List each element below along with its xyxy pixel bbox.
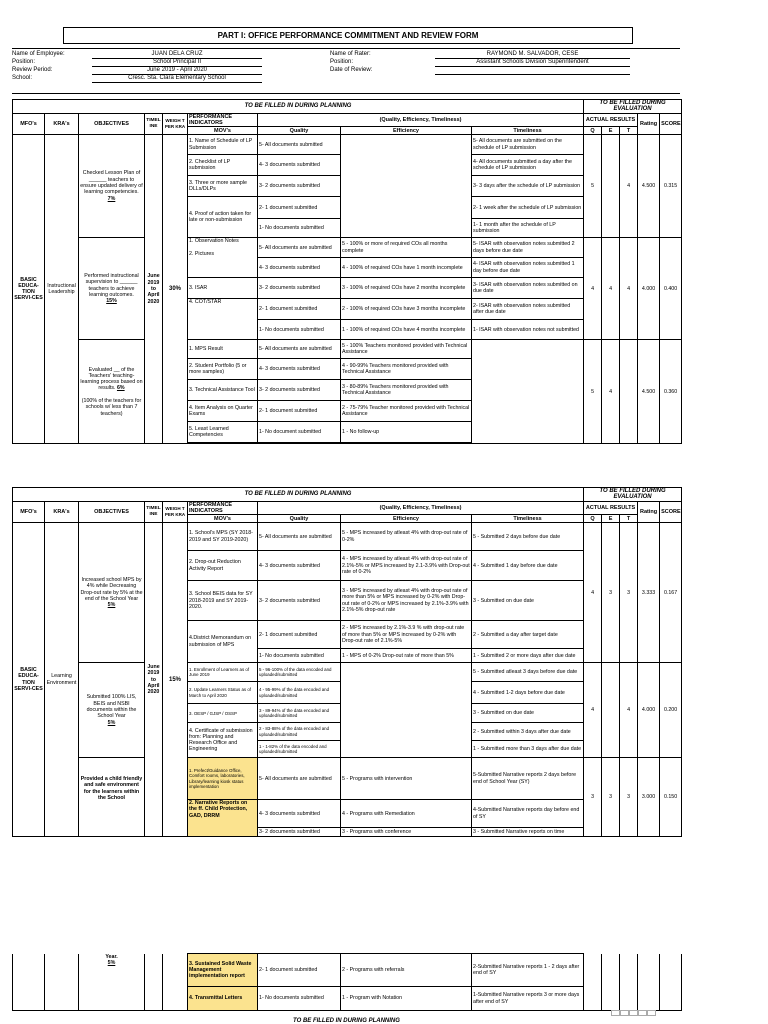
mov-cell: 4. Transmittal Letters	[188, 987, 258, 1011]
timeliness-cell: 2- ISAR with observation notes submitted after due date	[472, 299, 584, 320]
result-e: 3	[602, 523, 620, 663]
result-t: 3	[620, 523, 638, 663]
efficiency-cell: 3 - Programs with conference	[341, 828, 472, 837]
kra-table-2-continued	[12, 953, 682, 1011]
result-e	[602, 954, 620, 1011]
timeliness-cell: 2-Submitted Narrative reports 1 - 2 days after end of SY	[472, 954, 584, 987]
timeliness-cell: 2 - Submitted within 3 days after due date	[472, 723, 584, 741]
timeliness-cell: 2- 1 week after the schedule of LP submission	[472, 197, 584, 219]
col-rating: Rating	[638, 501, 660, 523]
mov-cell: 1. School's MPS (SY 2018-2019 and SY 2019-2020)	[188, 523, 258, 551]
score-cell: 0.400	[660, 238, 682, 340]
kra-cell	[45, 954, 79, 1011]
rater-value: RAYMOND M. SALVADOR, CESE	[435, 50, 630, 59]
col-efficiency: Efficiency	[341, 515, 472, 523]
mov-cell: 4. Proof of action taken for late or non-submission	[188, 197, 258, 238]
position-value: School Principal II	[92, 58, 262, 67]
objective-cell: Evaluated __ of the Teachers' teaching-learning process based on results. 6% (100% of the teachers for schools w/ less than 7 teachers)	[79, 340, 145, 444]
quality-cell: 5- All documents are submitted	[258, 340, 341, 359]
quality-cell: 5- All documents are submitted	[258, 523, 341, 551]
rating-cell: 3.000	[638, 758, 660, 837]
section-learning-environment	[12, 487, 681, 837]
section-instructional-leadership	[12, 99, 681, 444]
timeliness-cell: 3 - Submitted on due date	[472, 581, 584, 621]
quality-cell: 3 - 89-94% of the data encoded and uploaded/submitted	[258, 704, 341, 723]
timeliness-cell: 2 - Submitted a day after target date	[472, 621, 584, 649]
timeliness-cell: 3- ISAR with observation notes submitted on due date	[472, 278, 584, 299]
planning-header: TO BE FILLED IN DURING PLANNING	[13, 100, 584, 114]
mov-cell: 3. Three or more sample DLLs/DLPs	[188, 176, 258, 197]
mov-cell: 3. ISAR	[188, 278, 258, 299]
result-q: 4	[584, 663, 602, 758]
timeliness-cell: 5 - Submitted atleast 3 days before due date	[472, 663, 584, 682]
quality-cell: 4- 3 documents submitted	[258, 359, 341, 380]
result-t	[620, 340, 638, 444]
col-e: E	[602, 127, 620, 135]
employee-label: Name of Employee:	[12, 51, 65, 57]
timeliness-cell: 1 - Submitted more than 3 days after due date	[472, 741, 584, 758]
quality-cell: 2- 1 document submitted	[258, 299, 341, 320]
mfo-cell	[13, 954, 45, 1011]
period-label: Review Period:	[12, 67, 53, 73]
score-cell	[660, 954, 682, 1011]
col-timeliness: Timeliness	[472, 515, 584, 523]
col-quality: Quality	[258, 127, 341, 135]
quality-cell: 3- 2 documents submitted	[258, 828, 341, 837]
efficiency-cell: 2 - Programs with referrals	[341, 954, 472, 987]
school-value: Cresc. Sta. Clara Elementary School	[92, 74, 262, 83]
timeliness-cell: 5- ISAR with observation notes submitted 2 days before due date	[472, 238, 584, 258]
header-divider-top	[12, 48, 680, 49]
header-divider-bottom	[12, 93, 680, 94]
score-cell: 0.150	[660, 758, 682, 837]
result-t: 4	[620, 238, 638, 340]
col-mfo: MFO's	[13, 113, 45, 135]
result-e: 3	[602, 758, 620, 837]
objective-cell: Performed instructional supervision to ______ teachers to achieve learning outcomes. 15%	[79, 238, 145, 340]
col-kra: KRA's	[45, 501, 79, 523]
col-movs: MOV's	[188, 127, 258, 135]
sheet-tab[interactable]	[647, 1010, 656, 1016]
quality-cell: 3- 2 documents submitted	[258, 581, 341, 621]
score-cell: 0.200	[660, 663, 682, 758]
period-value: June 2019 - April 2020	[92, 66, 262, 75]
section-learning-environment-continued	[12, 953, 681, 1011]
timeliness-cell: 4- All documents submitted a day after the schedule of LP submission	[472, 155, 584, 176]
quality-cell: 1- No documents submitted	[258, 649, 341, 663]
col-t: T	[620, 127, 638, 135]
mov-cell: 1. Name of Schedule of LP Submission	[188, 135, 258, 155]
objective-cell: Provided a child friendly and safe environment for the learners within the School	[79, 758, 145, 837]
mov-cell: 4. Certificate of submission from: Planning and Research Office and Engineering	[188, 723, 258, 758]
mov-cell: 1. Prefect/Guidance Office, Comfort rooms, laboratories, Library/learning kiosk status implementation	[188, 758, 258, 800]
col-timeline: TIMEL INE	[145, 113, 163, 135]
quality-cell: 2- 1 document submitted	[258, 401, 341, 422]
efficiency-cell: 1 - No follow-up	[341, 422, 472, 443]
efficiency-cell: 1 - MPS of 0-2% Drop-out rate of more than 5%	[341, 649, 472, 663]
result-e	[602, 663, 620, 758]
efficiency-cell: 2 - MPS increased by 2.1%-3.9 % with drop-out rate of more than 5% or MPS increased by 0-2% with Drop-out rate of 2.1%-5%	[341, 621, 472, 649]
objective-cell: Submitted 100% LIS, BEIS and NSBI documents within the School Year 5%	[79, 663, 145, 758]
mov-cell: 5. Least Learned Competencies	[188, 422, 258, 443]
score-cell: 0.167	[660, 523, 682, 663]
timeliness-cell: 4 - Submitted 1-2 days before due date	[472, 682, 584, 704]
mov-cell: 2. Checklist of LP submission	[188, 155, 258, 176]
table-row	[13, 135, 682, 155]
efficiency-cell: 4 - Programs with Remediation	[341, 800, 472, 828]
table-row	[13, 758, 682, 800]
efficiency-cell: 1 - 100% of required COs have 4 months incomplete	[341, 320, 472, 340]
quality-cell: 3- 2 documents submitted	[258, 380, 341, 401]
quality-cell: 1 - 1-82% of the data encoded and uploaded/submitted	[258, 741, 341, 758]
quality-cell: 1- No document submitted	[258, 422, 341, 443]
efficiency-cell: 4 - 100% of required COs have 1 month incomplete	[341, 258, 472, 278]
efficiency-cell	[341, 663, 472, 758]
timeliness-cell: 5 - Submitted 2 days before due date	[472, 523, 584, 551]
col-objectives: OBJECTIVES	[79, 501, 145, 523]
quality-cell: 2 - 83-88% of the data encoded and uploaded/submitted	[258, 723, 341, 741]
kra-cell: Instructional Leadership	[45, 135, 79, 444]
col-q: Q	[584, 515, 602, 523]
efficiency-cell: 1 - Program with Notation	[341, 987, 472, 1011]
efficiency-cell: 2 - 75-79% Teacher monitored provided with Technical Assistance	[341, 401, 472, 422]
mov-cell: 1. Observation Notes 2. Pictures	[188, 238, 258, 278]
col-kra: KRA's	[45, 113, 79, 135]
quality-cell: 4- 3 documents submitted	[258, 551, 341, 581]
quality-cell: 1- No documents submitted	[258, 987, 341, 1011]
next-page-planning-header: TO BE FILLED IN DURING PLANNING	[293, 1018, 400, 1024]
mfo-cell: BASIC EDUCA-TION SERVI-CES	[13, 135, 45, 444]
col-e: E	[602, 515, 620, 523]
efficiency-cell: 5 - 100% Teachers monitored provided with Technical Assistance	[341, 340, 472, 359]
quality-cell: 4- 3 documents submitted	[258, 155, 341, 176]
kra-table-1	[12, 99, 682, 444]
quality-cell: 5- All documents submitted	[258, 135, 341, 155]
efficiency-cell: 2 - 100% of required COs have 3 months incomplete	[341, 299, 472, 320]
efficiency-cell	[341, 135, 472, 238]
objective-cell: Increased school MPS by 4% while Decreasing Drop-out rate by 5% at the end of the School Year 5%	[79, 523, 145, 663]
col-weight: WEIGH T PER KRA	[163, 113, 188, 135]
result-t: 3	[620, 758, 638, 837]
rating-cell: 4.500	[638, 135, 660, 238]
timeliness-cell: 4-Submitted Narrative reports day before end of SY	[472, 800, 584, 828]
col-perf-indicators: PERFORMANCE INDICATORS	[188, 113, 258, 127]
mov-cell: 3. Sustained Solid Waste Management implementation report	[188, 954, 258, 987]
efficiency-cell: 3 - 100% of required COs have 2 months incomplete	[341, 278, 472, 299]
quality-cell: 4 - 95-99% of the data encoded and uploaded/submitted	[258, 682, 341, 704]
quality-cell: 2- 1 document submitted	[258, 954, 341, 987]
kra-table-2	[12, 487, 682, 837]
timeline-cell: June 2019 to April 2020	[145, 523, 163, 837]
timeliness-cell: 3 - Submitted Narrative reports on time	[472, 828, 584, 837]
efficiency-cell: 3 - 80-89% Teachers monitored provided with Technical Assistance	[341, 380, 472, 401]
table-row	[13, 954, 682, 987]
col-qet: (Quality, Efficiency, Timeliness)	[258, 501, 584, 515]
result-t	[620, 954, 638, 1011]
mov-cell: 3. School BEIS data for SY 2018-2019 and SY 2019-2020.	[188, 581, 258, 621]
col-weight: WEIGH T PER KRA	[163, 501, 188, 523]
mov-cell: 2. Narrative Reports on the ff. Child Protection, GAD, DRRM	[188, 800, 258, 837]
col-t: T	[620, 515, 638, 523]
rating-cell: 4.000	[638, 238, 660, 340]
mov-cell: 3. OESP / GJSP / OSSP	[188, 704, 258, 723]
col-actual-results: ACTUAL RESULTS	[584, 113, 638, 127]
efficiency-cell: 3 - MPS increased by atleast 4% with drop-out rate of more than 5% or MPS increased by 0-2% with Drop-out rate of 0-2% or MPS increased by 2.1%-3.9% with 2.1%-5% drop-out rate	[341, 581, 472, 621]
result-q: 4	[584, 238, 602, 340]
col-rating: Rating	[638, 113, 660, 135]
timeliness-cell: 5-Submitted Narrative reports 2 days before end of School Year (SY)	[472, 758, 584, 800]
rating-cell: 3.333	[638, 523, 660, 663]
result-e	[602, 135, 620, 238]
table-row	[13, 663, 682, 682]
col-perf-indicators: PERFORMANCE INDICATORS	[188, 501, 258, 515]
quality-cell: 3- 2 documents submitted	[258, 278, 341, 299]
timeliness-cell: 3 - Submitted on due date	[472, 704, 584, 723]
quality-cell: 5- All documents are submitted	[258, 758, 341, 800]
quality-cell: 1- No documents submitted	[258, 320, 341, 340]
timeliness-cell: 4 - Submitted 1 day before due date	[472, 551, 584, 581]
kra-cell: Learning Environment	[45, 523, 79, 837]
sheet-tab[interactable]	[638, 1010, 647, 1016]
col-quality: Quality	[258, 515, 341, 523]
col-actual-results: ACTUAL RESULTS	[584, 501, 638, 515]
efficiency-cell: 5 - Programs with intervention	[341, 758, 472, 800]
timeliness-cell: 1- 1 month after the schedule of LP submission	[472, 219, 584, 238]
col-mfo: MFO's	[13, 501, 45, 523]
table-row	[13, 523, 682, 551]
score-cell: 0.315	[660, 135, 682, 238]
review-date-label: Date of Review:	[330, 67, 373, 73]
result-q: 4	[584, 523, 602, 663]
evaluation-header: TO BE FILLED DURING EVALUATION	[584, 488, 682, 502]
table-row	[13, 238, 682, 258]
result-q: 5	[584, 340, 602, 444]
form-title: PART I: OFFICE PERFORMANCE COMMITMENT AND REVIEW FORM	[63, 27, 633, 44]
weight-cell	[163, 954, 188, 1011]
sheet-tab[interactable]	[611, 1010, 620, 1016]
rating-cell	[638, 954, 660, 1011]
quality-cell: 1- No documents submitted	[258, 219, 341, 238]
rater-label: Name of Rater:	[330, 51, 371, 57]
rating-cell: 4.000	[638, 663, 660, 758]
mov-cell: 2. Drop-out Reduction Activity Report	[188, 551, 258, 581]
sheet-tab[interactable]	[629, 1010, 638, 1016]
rating-cell: 4.500	[638, 340, 660, 444]
efficiency-cell: 4 - 90-99% Teachers monitored provided with Technical Assistance	[341, 359, 472, 380]
mov-cell: 1. MPS Result	[188, 340, 258, 359]
result-t: 4	[620, 135, 638, 238]
efficiency-cell: 4 - MPS increased by atleast 4% with drop-out rate of 2.1%-5% or MPS increased by 2.1-3.9% with Drop-out rate of 0-2%	[341, 551, 472, 581]
quality-cell: 5- All documents are submitted	[258, 238, 341, 258]
mov-cell: 4.District Memorandum on submission of MPS	[188, 621, 258, 663]
quality-cell: 5 - 96-100% of the data encoded and uploaded/submitted	[258, 663, 341, 682]
col-timeline: TIMEL INE	[145, 501, 163, 523]
planning-header: TO BE FILLED IN DURING PLANNING	[13, 488, 584, 502]
table-row	[13, 340, 682, 359]
position-label: Position:	[12, 59, 36, 65]
col-efficiency: Efficiency	[341, 127, 472, 135]
result-t: 4	[620, 663, 638, 758]
mov-cell: 1. Enrollment of Learners as of June 2019	[188, 663, 258, 682]
timeliness-cell: 5- All documents are submitted on the schedule of LP submission	[472, 135, 584, 155]
school-label: School:	[12, 75, 33, 81]
timeline-cell: June 2019 to April 2020	[145, 135, 163, 444]
mov-cell: 2. Student Portfolio (5 or more samples)	[188, 359, 258, 380]
weight-cell: 15%	[163, 523, 188, 837]
timeliness-cell: 3- 3 days after the schedule of LP submission	[472, 176, 584, 197]
objective-cell: Checked Lesson Plan of ______ teachers to ensure updated delivery of learning competencies. 7%	[79, 135, 145, 238]
timeliness-cell: 1- ISAR with observation notes not submitted	[472, 320, 584, 340]
efficiency-cell: 5 - MPS increased by atleast 4% with drop-out rate of 0-2%	[341, 523, 472, 551]
score-cell: 0.360	[660, 340, 682, 444]
mov-cell: 4. Item Analysis on Quarter Exams	[188, 401, 258, 422]
mov-cell: 3. Technical Assistance Tool	[188, 380, 258, 401]
review-date-value	[435, 66, 630, 75]
timeliness-cell: 1 - Submitted 2 or more days after due date	[472, 649, 584, 663]
mov-cell: 4. COT/STAR	[188, 299, 258, 340]
result-e: 4	[602, 238, 620, 340]
col-objectives: OBJECTIVES	[79, 113, 145, 135]
quality-cell: 3- 2 documents submitted	[258, 176, 341, 197]
col-score: SCORE	[660, 501, 682, 523]
mfo-cell: BASIC EDUCA-TION SERVI-CES	[13, 523, 45, 837]
quality-cell: 4- 3 documents submitted	[258, 258, 341, 278]
result-q	[584, 954, 602, 1011]
employee-value: JUAN DELA CRUZ	[92, 50, 262, 59]
timeliness-cell	[472, 340, 584, 444]
mov-cell: 2. Update Learners Status as of March to April 2020	[188, 682, 258, 704]
timeline-cell	[145, 954, 163, 1011]
result-q: 3	[584, 758, 602, 837]
efficiency-cell: 5 - 100% or more of required COs all months complete	[341, 238, 472, 258]
col-timeliness: Timeliness	[472, 127, 584, 135]
rater-position-label: Position:	[330, 59, 354, 65]
timeliness-cell: 1-Submitted Narrative reports 3 or more days after end of SY	[472, 987, 584, 1011]
evaluation-header: TO BE FILLED DURING EVALUATION	[584, 100, 682, 114]
quality-cell: 2- 1 document submitted	[258, 197, 341, 219]
col-q: Q	[584, 127, 602, 135]
result-q: 5	[584, 135, 602, 238]
rater-position-value: Assistant Schools Division Superintendent	[435, 58, 630, 67]
objective-cell: Year. 5%	[79, 954, 145, 1011]
sheet-tab[interactable]	[620, 1010, 629, 1016]
weight-cell: 30%	[163, 135, 188, 444]
rater-info	[330, 50, 630, 74]
timeliness-cell: 4- ISAR with observation notes submitted 1 day before due date	[472, 258, 584, 278]
result-e: 4	[602, 340, 620, 444]
quality-cell: 4- 3 documents submitted	[258, 800, 341, 828]
quality-cell: 2- 1 document submitted	[258, 621, 341, 649]
col-qet: (Quality, Efficiency, Timeliness)	[258, 113, 584, 127]
employee-info	[12, 50, 262, 82]
col-score: SCORE	[660, 113, 682, 135]
col-movs: MOV's	[188, 515, 258, 523]
sheet-tabs[interactable]	[611, 1003, 669, 1019]
